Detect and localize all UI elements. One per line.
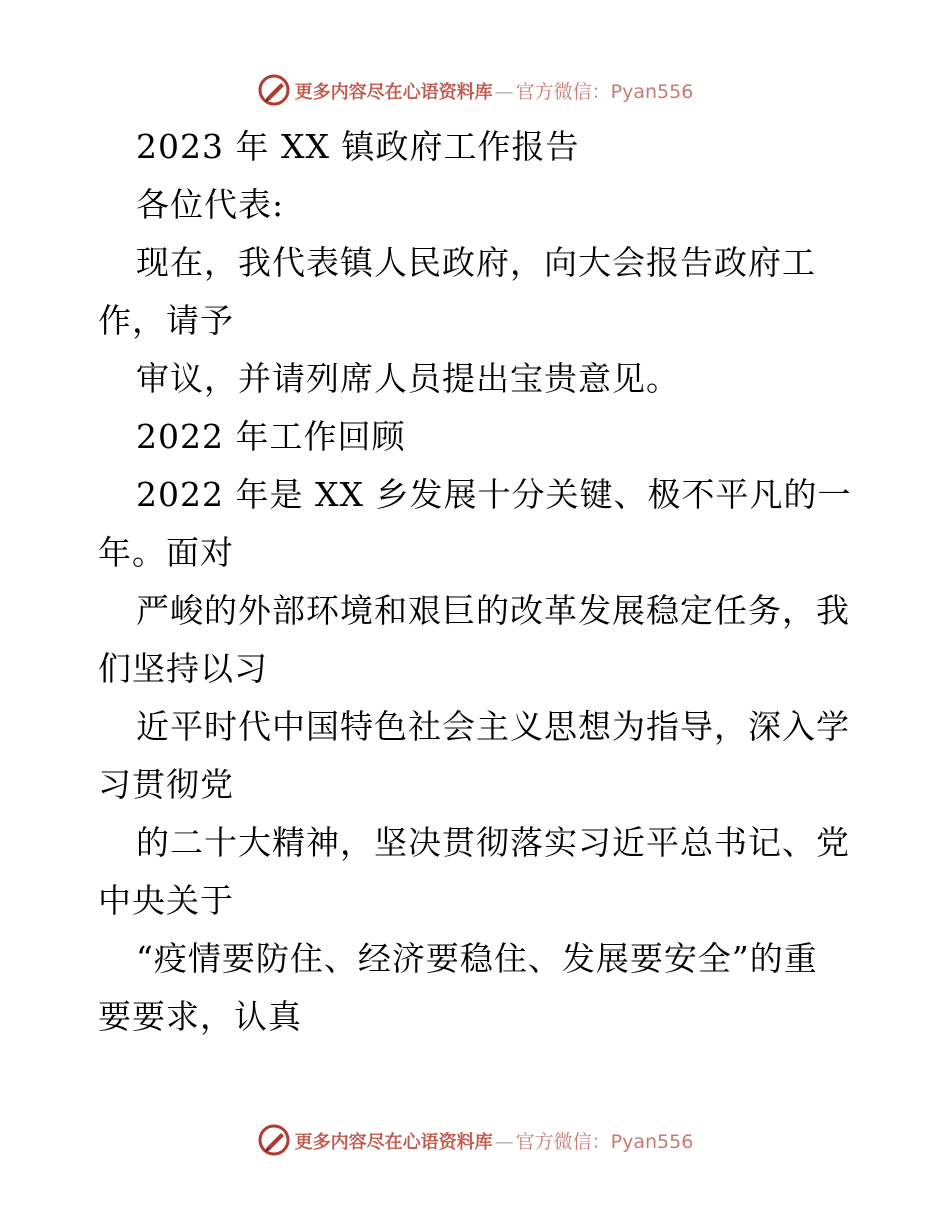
pen-logo-icon (257, 73, 291, 107)
paragraph-line: 习贯彻党 (98, 765, 234, 804)
paragraph-line: 严峻的外部环境和艰巨的改革发展稳定任务，我 (136, 591, 850, 630)
paragraph-line: 2022 年是 XX 乡发展十分关键、极不平凡的一 (136, 475, 852, 514)
salutation: 各位代表: (136, 185, 285, 224)
banner-main-text: 更多内容尽在心语资料库 (294, 1131, 493, 1153)
banner-main-text: 更多内容尽在心语资料库 (294, 81, 493, 103)
paragraph-line: 审议，并请列席人员提出宝贵意见。 (136, 359, 680, 398)
paragraph-line: 近平时代中国特色社会主义思想为指导，深入学 (136, 707, 850, 746)
banner-separator: — (494, 1130, 514, 1153)
banner-wechat-text: 官方微信：Pyan556 (515, 80, 694, 103)
paragraph-line: 作，请予 (98, 301, 234, 340)
banner-text (295, 1127, 694, 1154)
banner-separator: — (494, 80, 514, 103)
footer-banner (0, 1120, 950, 1160)
document-title: 2023 年 XX 镇政府工作报告 (136, 127, 580, 166)
paragraph-line: 们坚持以习 (98, 649, 268, 688)
pen-logo-icon (257, 1123, 291, 1157)
paragraph-line: 的二十大精神，坚决贯彻落实习近平总书记、党 (136, 823, 850, 862)
document-body (98, 118, 858, 1046)
banner-text (295, 77, 694, 104)
banner-wechat-text: 官方微信：Pyan556 (515, 1130, 694, 1153)
section-heading: 2022 年工作回顾 (136, 417, 406, 456)
header-banner (0, 70, 950, 110)
paragraph-line: “疫情要防住、经济要稳住、发展要安全”的重 (136, 939, 818, 978)
paragraph-line: 要要求，认真 (98, 997, 302, 1036)
paragraph-line: 中央关于 (98, 881, 234, 920)
paragraph-line: 现在，我代表镇人民政府，向大会报告政府工 (136, 243, 816, 282)
paragraph-line: 年。面对 (98, 533, 234, 572)
